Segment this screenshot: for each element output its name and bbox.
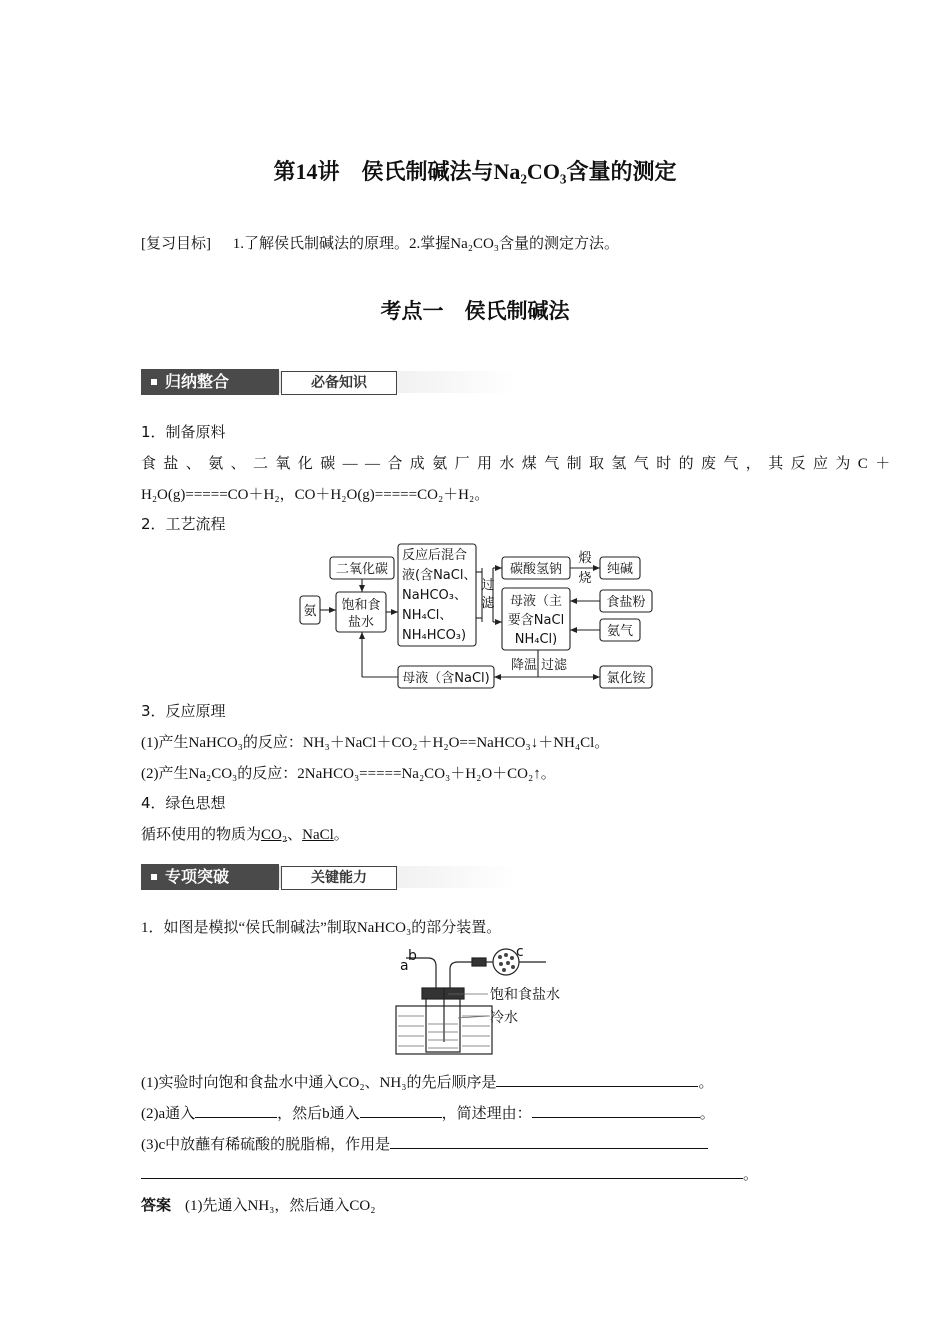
banner-light-label: 必备知识: [281, 371, 397, 395]
label-mother-2: 要含NaCl: [507, 613, 565, 628]
answer-blank-3a[interactable]: [390, 1136, 708, 1149]
process-flow-diagram: [298, 542, 658, 692]
answer-blank-1[interactable]: [496, 1074, 698, 1087]
review-goals: [141, 232, 619, 253]
answer-line: [141, 1194, 375, 1215]
banner-summary: [141, 367, 517, 397]
para-raw-materials-2: H₂O(g)=====CO＋H₂，CO＋H₂O(g)=====CO₂＋H₂。: [141, 487, 490, 503]
label-mix-4: NH₄Cl、: [402, 608, 453, 623]
question-1-part-3-cont: 。: [141, 1163, 758, 1184]
label-calcine-1: 煅: [578, 551, 592, 566]
label-filter-2: 滤: [481, 596, 495, 611]
label-mix-1: 反应后混合: [402, 548, 468, 563]
banner-breakthrough: [141, 862, 517, 892]
tube-b: [450, 962, 472, 988]
goal-label: [复习目标]: [141, 236, 211, 252]
connector: [472, 958, 486, 966]
label-c: c: [516, 944, 524, 960]
label-mix-2: 液(含NaCl、: [402, 568, 477, 583]
label-co2: 二氧化碳: [335, 562, 389, 577]
green-idea-text: 循环使用的物质为CO₂、NaCl。: [141, 827, 349, 843]
label-b: b: [408, 948, 417, 964]
answer-blank-3b[interactable]: [141, 1166, 743, 1179]
label-mix-3: NaHCO₃、: [402, 588, 467, 603]
heading-green-idea: 4．绿色思想: [141, 794, 226, 812]
apparatus-diagram: [388, 944, 568, 1059]
label-cool: 降温: [510, 658, 538, 673]
label-nh3: 氨: [303, 604, 317, 619]
recycled-nacl: NaCl: [302, 827, 334, 843]
stopper: [422, 988, 464, 999]
heading-reaction-principle: 3．反应原理: [141, 702, 226, 720]
reaction-2: (2)产生Na₂CO₃的反应：2NaHCO₃=====Na₂CO₃＋H₂O＋CO₂↑。: [141, 766, 556, 782]
label-filter-1: 过: [481, 578, 495, 593]
goal-text: 1.了解侯氏制碱法的原理。2.掌握Na₂CO₃含量的测定方法。: [232, 236, 620, 252]
para-raw-materials-1: 食盐、氨、二氧化碳——合成氨厂用水煤气制取氢气时的废气，其反应为C＋: [141, 456, 898, 472]
label-filter-3: 过滤: [540, 658, 568, 673]
label-brine: 饱和食盐水: [490, 987, 560, 1003]
page-title: 第14讲 侯氏制碱法与Na₂CO₃含量的测定: [273, 159, 677, 184]
answer-blank-2c[interactable]: [532, 1105, 700, 1118]
section-title: 考点一 侯氏制碱法: [380, 299, 570, 323]
label-brine-1: 饱和食: [341, 598, 381, 613]
label-nh4cl: 氯化铵: [606, 671, 646, 686]
question-1-part-1: (1)实验时向饱和食盐水中通入CO₂、NH₃的先后顺序是 。: [141, 1075, 714, 1091]
answer-text: (1)先通入NH₃，然后通入CO₂: [185, 1198, 376, 1214]
heading-raw-materials: 1．制备原料: [141, 423, 226, 441]
label-soda: 纯碱: [606, 562, 634, 577]
label-salt: 食盐粉: [606, 595, 646, 610]
bottle: [426, 999, 460, 1052]
heading-process-flow: 2．工艺流程: [141, 515, 226, 533]
answer-blank-2b[interactable]: [360, 1105, 442, 1118]
label-nahco3: 碳酸氢钠: [509, 562, 563, 577]
square-icon: [151, 874, 157, 880]
question-1-part-3: (3)c中放蘸有稀硫酸的脱脂棉，作用是: [141, 1133, 708, 1154]
label-ammonia: 氨气: [606, 624, 634, 639]
label-cold-water: 冷水: [490, 1010, 518, 1026]
label-mother-3: NH₄Cl): [514, 632, 558, 647]
label-a: a: [400, 958, 409, 974]
answer-blank-2a[interactable]: [195, 1105, 277, 1118]
square-icon: [151, 379, 157, 385]
label-mix-5: NH₄HCO₃): [402, 628, 467, 643]
banner-light-label: 关键能力: [281, 866, 397, 890]
question-1: 1．如图是模拟“侯氏制碱法”制取NaHCO₃的部分装置。: [141, 920, 502, 936]
answer-label: 答案: [141, 1196, 172, 1214]
banner-dark-label: 归纳整合: [141, 369, 279, 395]
recycled-co2: CO₂: [261, 827, 288, 843]
question-1-part-2: (2)a通入 ，然后b通入 ，简述理由： 。: [141, 1106, 715, 1122]
label-calcine-2: 烧: [578, 571, 592, 586]
banner-dark-label: 专项突破: [141, 864, 279, 890]
reaction-1: (1)产生NaHCO₃的反应：NH₃＋NaCl＋CO₂＋H₂O==NaHCO₃↓＋NH₄Cl。: [141, 735, 610, 751]
label-brine-2: 盐水: [347, 615, 375, 630]
label-mother-2: 母液（含NaCl): [402, 671, 490, 686]
label-mother-1: 母液（主: [509, 594, 563, 609]
